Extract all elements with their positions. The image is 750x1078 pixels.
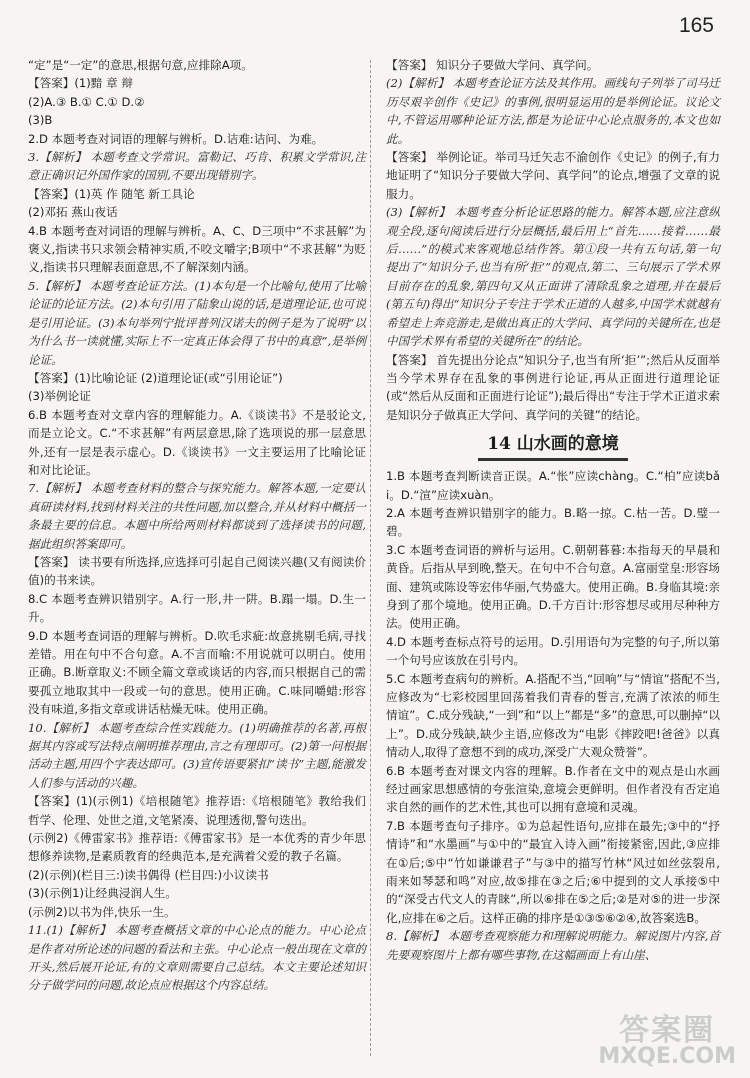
text-paragraph: 【答案】(1)比喻论证 (2)道理论证(或“引用论证”) (28, 370, 283, 385)
text-paragraph: 2.A 本题考查辨识错别字的能力。B.略一掠。C.枯一苦。D.璧一碧。 (386, 505, 720, 539)
text-paragraph: (3)举例论证 (28, 389, 91, 404)
text-paragraph: (3)【解析】 本题考查分析论证思路的能力。解答本题,应注意纵观全段,逐句阅读后进行分层概括,最后用上“首先……接着……最后……”的模式来客观地总结作答。第①段一共有五句话,第一句提出了“知识分子,也当有所‘拒’”的观点,第二、三句展示了学术界目前存在的乱象,第四句又从正面讲了清除乱象之道理,并在最后(第五句)得出“知识分子专注于学术正道的人越多,中国学术就越有希望走上奔竞游走,是做出真正的大学问、真学问的关键所在,也是中国学术界有希望的关键所在”的结论。 (386, 205, 720, 349)
text-paragraph: (2)A.③ B.① C.① D.② (28, 94, 145, 109)
section-title-text: 14 山水画的意境 (487, 434, 619, 455)
text-paragraph: 4.B 本题考查对词语的理解与辨析。A、C、D三项中“不求甚解”为褒义,指读书只求领会精神实质,不咬文嚼字;B项中“不求甚解”为贬义,指读书只理解表面意思,不了解深刻内涵。 (28, 223, 366, 275)
left-column (28, 56, 366, 995)
text-paragraph: 【答案】 举例论证。举司马迁矢志不渝创作《史记》的例子,有力地证明了“知识分子要做大学问、真学问”的论点,增强了文章的说服力。 (386, 150, 720, 201)
right-column-bottom (386, 467, 720, 964)
text-paragraph: 【答案】(1)黯 章 辩 (28, 76, 133, 91)
right-column (386, 56, 720, 964)
text-paragraph: 11.(1)【解析】 本题考查概括文章的中心论点的能力。中心论点是作者对所论述的问题的看法和主张。中心论点一般出现在文章的开头,然后展开论证,有的文章则需要自己总结。本文主要论述知识分子做学问的问题,故论点应根据这个内容总结。 (28, 923, 366, 993)
text-paragraph: 2.D 本题考查对词语的理解与辨析。D.诘难:诘问、为难。 (28, 131, 324, 146)
section-title-underline (478, 458, 628, 461)
text-paragraph: 7.【解析】 本题考查材料的整合与探究能力。解答本题,一定要认真研读材料,找到材料关注的共性问题,加以整合,并从材料中概括一条最主要的信息。本题中所给两则材料都谈到了选择读书的问题,据此组织答案即可。 (28, 481, 366, 551)
text-paragraph: (2)【解析】 本题考查论证方法及其作用。画线句子列举了司马迁历尽艰辛创作《史记》的事例,很明显运用的是举例论证。议论文中,不管运用哪种论证方法,都是为论证中心论点服务的,本文也如此。 (386, 76, 720, 146)
watermark-url: MXQE.COM (598, 1044, 736, 1069)
text-paragraph: (示例2)以书为伴,快乐一生。 (28, 904, 176, 919)
text-paragraph: 1.B 本题考查判断读音正误。A.“怅”应读chàng。C.“柏”应读bǎi。D.“渲”应读xuàn。 (386, 469, 720, 502)
text-paragraph: 10.【解析】 本题考查综合性实践能力。(1)明确推荐的名著,再根据其内容或写法特点阐明推荐理由,言之有理即可。(2)第一问根据活动主题,用四个字表达即可。(3)宣传语要紧扣“读书”主题,能激发人们参与活动的兴趣。 (28, 720, 366, 790)
text-paragraph: 3.C 本题考查词语的辨析与运用。C.朝朝暮暮:本指每天的早晨和黄昏。后指从早到晚,整天。在句中不合句意。A.富丽堂皇:形容场面、建筑或陈设等宏伟华丽,气势盛大。使用正确。B.身临其境:亲身到了那个境地。使用正确。D.千方百计:形容想尽或用尽种种方法。使用正确。 (386, 542, 720, 631)
text-paragraph: (3)(示例1)让经典浸润人生。 (28, 886, 177, 901)
text-paragraph: 4.D 本题考查标点符号的运用。D.引用语句为完整的句子,所以第一个句号应该放在引号内。 (386, 634, 720, 668)
text-paragraph: 【答案】 首先提出分论点“知识分子,也当有所‘拒’”;然后从反面举当今学术界存在乱象的事例进行论证,再从正面进行道理论证(或“然后从反面和正面进行论证”);最后得出“专注于学术正道求索是知识分子做真正大学问、真学问的关键”的结论。 (386, 352, 720, 422)
text-paragraph: 8.C 本题考查辨识错别字。A.行一形,井一阱。B.蹋一塌。D.生一升。 (28, 591, 366, 625)
page-number: 165 (678, 14, 714, 37)
text-paragraph: 【答案】 知识分子要做大学问、真学问。 (386, 58, 599, 72)
text-paragraph: 【答案】(1)(示例1)《培根随笔》推荐语:《培根随笔》教给我们哲学、伦理、处世之道,文笔紧凑、说理透彻,警句迭出。 (28, 794, 366, 827)
text-paragraph: 5.C 本题考查病句的辨析。A.搭配不当,“回响”与“情谊”搭配不当,应修改为“七彩校园里回荡着我们青春的誓言,充满了浓浓的师生情谊”。C.成分残缺,“一到”和“以上”都是“多”的意思,可以删掉“以上”。D.成分残缺,缺少主语,应修改为“电影《摔跤吧!爸爸》以真情动人,取得了意想不到的成功,深受广大观众赞誉”。 (386, 671, 720, 760)
column-divider (370, 60, 371, 1056)
text-paragraph: 【答案】 读书要有所选择,应选择可引起自己阅读兴趣(又有阅读价值)的书来读。 (28, 554, 366, 588)
text-paragraph: 6.B 本题考查对课文内容的理解。B.作者在文中的观点是山水画经过画家思想感情的夸张渲染,意境会更鲜明。但作者没有否定追求自然的画作的艺术性,其也可以拥有意境和灵魂。 (386, 763, 720, 815)
text-paragraph: (3)B (28, 113, 53, 128)
text-paragraph: (2)邓拓 燕山夜话 (28, 205, 118, 220)
text-paragraph: 5.【解析】 本题考查论证方法。(1)本句是一个比喻句,使用了比喻论证的论证方法。(2)本句引用了陆象山说的话,是道理论证,也可说是引用论证。(3)本句举列宁批评普列汉诺夫的例子是为了说明“以为什么书一读就懂,实际上不一定真正体会得了书中的真意”,是举例论证。 (28, 278, 366, 367)
right-column-top (386, 56, 720, 424)
watermark-logo: 答案圈 (619, 1013, 716, 1048)
text-paragraph: 7.B 本题考查句子排序。①为总起性语句,应排在最先;③中的“抒情诗”和“水墨画”与①中的“最宜入诗入画”衔接紧密,因此,③应排在①后;⑤中“竹如谦谦君子”与③中的描写竹林“风过如丝弦裂帛,雨来如琴瑟和鸣”对应,故⑤排在③之后;⑥中提到的文人承接⑤中的“深受古代文人的青睐”,所以⑥排在⑤之后;②是对⑤的进一步深化,应排在⑥之后。这样正确的排序是①③⑤⑥②④,故答案选B。 (386, 818, 720, 925)
text-paragraph: 6.B 本题考查对文章内容的理解能力。A.《谈读书》不是驳论文,而是立论文。C.“不求甚解”有两层意思,除了选项说的那一层意思外,还有一层是表示虚心。D.《谈读书》一文主要运用了比喻论证和对比论证。 (28, 407, 366, 477)
text-paragraph: “定”是“一定”的意思,根据句意,应排除A项。 (28, 58, 253, 72)
text-paragraph: 3.【解析】 本题考查文学常识。富勒记、巧肯、积累文学常识,注意正确识记外国作家的国别,不要出现错别字。 (28, 150, 366, 183)
text-paragraph: 8.【解析】 本题考查观察能力和理解说明能力。解说图片内容,首先要观察图片上都有哪些事物,在这幅画面上有山崖、 (386, 929, 720, 962)
section-title (386, 432, 720, 461)
text-paragraph: 【答案】(1)英 作 随笔 新工具论 (28, 186, 195, 201)
text-paragraph: 9.D 本题考查词语的理解与辨析。D.吹毛求疵:故意挑剔毛病,寻找差错。用在句中不合句意。A.不言而喻:不用说就可以明白。使用正确。B.断章取义:不顾全篇文章或谈话的内容,而只根据自己的需要孤立地取其中一段或一句的意思。使用正确。C.味同嚼蜡:形容没有味道,多指文章或讲话枯燥无味。使用正确。 (28, 628, 366, 717)
text-paragraph: (2)(示例)(栏目三:)读书偶得 (栏目四:)小议读书 (28, 867, 269, 882)
text-paragraph: (示例2)《傅雷家书》推荐语:《傅雷家书》是一本优秀的青少年思想修养读物,是素质教育的经典范本,是充满着父爱的教子名篇。 (28, 831, 366, 864)
watermark (598, 1013, 736, 1070)
